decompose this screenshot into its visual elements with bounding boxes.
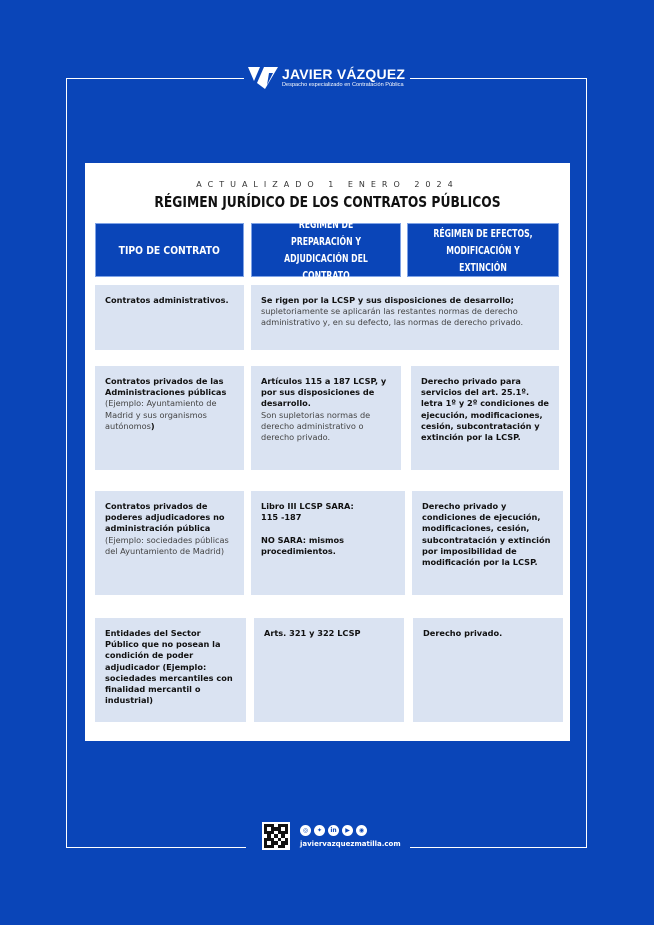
row4-contract-type: Entidades del Sector Público que no posean la condición de poder adjudicador (Ejemplo: sociedades mercantiles con finalidad mercantil o industrial) <box>95 618 246 722</box>
twitter-icon[interactable]: ✦ <box>314 825 325 836</box>
footer <box>246 821 410 851</box>
linkedin-icon[interactable]: in <box>328 825 339 836</box>
row4-preparation: Arts. 321 y 322 LCSP <box>254 618 404 722</box>
row2-effects: Derecho privado para servicios del art. 25.1º. letra 1º y 2º condiciones de ejecución, modificaciones, cesión, subcontratación y extinción por la LCSP. <box>411 366 559 470</box>
qr-code-icon <box>262 822 290 850</box>
content-card <box>85 163 570 741</box>
brand-logo <box>244 62 410 94</box>
row4-effects: Derecho privado. <box>413 618 563 722</box>
row1-merged-regime: Se rigen por la LCSP y sus disposiciones de desarrollo; supletoriamente se aplicarán las restantes normas de derecho administrativo y, en su defecto, las normas de derecho privado. <box>251 285 559 350</box>
instagram-icon[interactable]: ◉ <box>356 825 367 836</box>
row2-contract-type: Contratos privados de las Administraciones públicas (Ejemplo: Ayuntamiento de Madrid y sus organismos autónomos) <box>95 366 244 470</box>
page-title: RÉGIMEN JURÍDICO DE LOS CONTRATOS PÚBLICOS <box>154 193 501 211</box>
brand-name: JAVIER VÁZQUEZ <box>282 66 406 83</box>
brand-tagline: Despacho especializado en Contratación Pública <box>282 82 404 89</box>
youtube-icon[interactable]: ▶ <box>342 825 353 836</box>
row2-preparation: Artículos 115 a 187 LCSP, y por sus disposiciones de desarrollo. Son supletorias normas de derecho administrativo o derecho privado. <box>251 366 401 470</box>
website-link[interactable]: javiervazquezmatilla.com <box>300 839 401 848</box>
row3-preparation: Libro III LCSP SARA: 115 -187 NO SARA: mismos procedimientos. <box>251 491 405 595</box>
row3-contract-type: Contratos privados de poderes adjudicadores no administración pública (Ejemplo: sociedades públicas del Ayuntamiento de Madrid) <box>95 491 244 595</box>
header-contract-type: TIPO DE CONTRATO <box>95 223 244 277</box>
row3-effects: Derecho privado y condiciones de ejecución, modificaciones, cesión, subcontratación y extinción por imposibilidad de modificación por la LCSP. <box>412 491 563 595</box>
row1-contract-type: Contratos administrativos. <box>95 285 244 350</box>
header-effects-regime: RÉGIMEN DE EFECTOS, MODIFICACIÓN Y EXTINCIÓN <box>407 223 559 277</box>
brand-mark-icon <box>248 67 278 89</box>
header-preparation-regime: RÉGIMEN DE PREPARACIÓN Y ADJUDICACIÓN DEL CONTRATO <box>251 223 401 277</box>
updated-date: ACTUALIZADO 1 ENERO 2024 <box>196 180 459 189</box>
web-icon[interactable]: ◎ <box>300 825 311 836</box>
